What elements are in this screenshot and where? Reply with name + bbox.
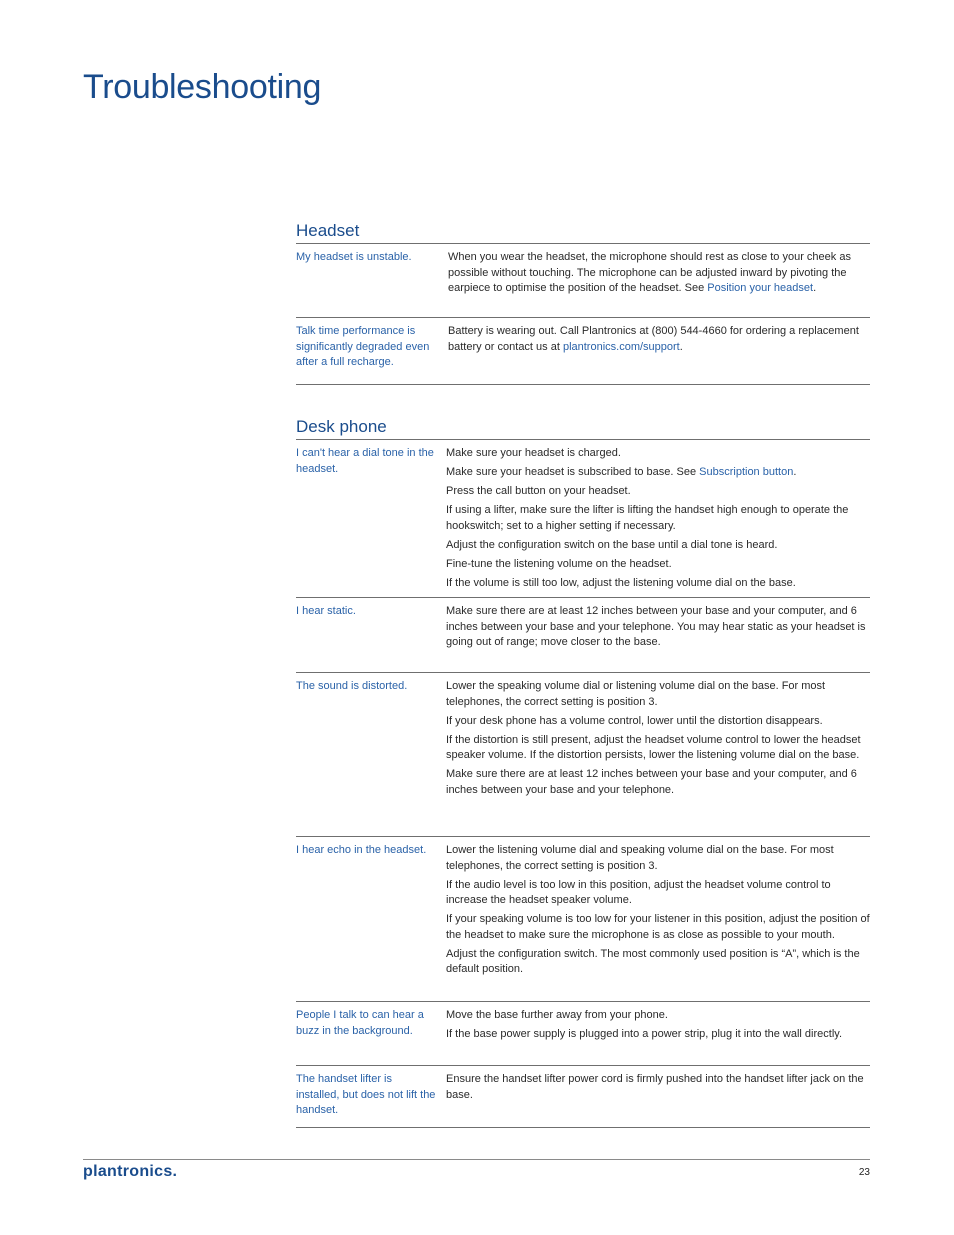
section-divider	[296, 384, 870, 385]
solution-punct: .	[813, 282, 817, 295]
page-number: 23	[858, 1167, 870, 1178]
problem-label: The handset lifter is installed, but does not lift the handset.	[296, 1073, 436, 1117]
subscription-button-link[interactable]: Subscription button	[699, 465, 794, 478]
solution-item: If the base power supply is plugged into a power strip, plug it into the wall directly.	[446, 1027, 843, 1040]
solution-item: If using a lifter, make sure the lifter is lifting the handset high enough to operate the hookswitch; set to a higher setting if necessary.	[446, 503, 849, 532]
solution-list	[446, 843, 870, 1001]
solution-item: Lower the listening volume dial and speaking volume dial on the base. For most telephones, the correct setting is position 3.	[446, 844, 834, 872]
solution-item: Adjust the configuration switch. The most commonly used position is “A”, which is the default position.	[446, 947, 860, 976]
solution-item: Move the base further away from your phone.	[446, 1009, 668, 1021]
table-row	[296, 836, 870, 1001]
solution-sentence: Battery is wearing out. Call Plantronics at (800) 544-4660 for ordering a replacement battery or contact us at	[448, 325, 859, 353]
footer-divider	[83, 1159, 870, 1160]
solution-list	[446, 679, 870, 836]
desk-phone-heading: Desk phone	[296, 417, 387, 436]
problem-label: I hear echo in the headset.	[296, 844, 427, 856]
solution-item: If your desk phone has a volume control, lower until the distortion disappears.	[446, 714, 823, 727]
solution-item: Make sure there are at least 12 inches between your base and your computer, and 6 inches between your base and your telephone. You may hear static as your headset is going out of range; move closer to the base.	[446, 605, 866, 649]
solution-item: Make sure your headset is charged.	[446, 447, 621, 459]
solution-item: Make sure there are at least 12 inches between your base and your computer, and 6 inches between your base and your telephone.	[446, 768, 857, 796]
table-row	[296, 244, 870, 317]
desk-phone-section	[296, 418, 870, 1128]
problem-label: My headset is unstable.	[296, 251, 412, 263]
table-row	[296, 1001, 870, 1065]
support-link[interactable]: plantronics.com/support	[562, 340, 680, 353]
solution-item	[446, 465, 870, 481]
table-row	[296, 597, 870, 672]
solution-item: Press the call button on your headset.	[446, 484, 631, 497]
solution-list	[446, 1072, 870, 1127]
solution-list	[446, 1008, 870, 1065]
solution-item: If the volume is still too low, adjust the listening volume dial on the base.	[446, 576, 796, 589]
solution-punct: .	[679, 340, 683, 353]
solution-item: If the audio level is too low in this position, adjust the headset volume control to increase the headset speaker volume.	[446, 878, 831, 907]
table-row	[296, 440, 870, 597]
problem-label: The sound is distorted.	[296, 680, 408, 692]
solution-item: If your speaking volume is too low for your listener in this position, adjust the position of the headset to make sure the microphone is as close as possible to your mouth.	[446, 913, 870, 941]
solution-item: Lower the speaking volume dial or listening volume dial on the base. For most telephones, the correct setting is position 3.	[446, 680, 826, 708]
problem-label: I hear static.	[296, 605, 356, 617]
solution-list	[446, 446, 870, 597]
section-divider	[296, 1127, 870, 1128]
problem-label: I can't hear a dial tone in the headset.	[296, 447, 434, 475]
solution-item: Fine-tune the listening volume on the headset.	[446, 557, 672, 570]
table-row	[296, 317, 870, 384]
solution-punct: .	[793, 465, 797, 478]
solution-item: Ensure the handset lifter power cord is firmly pushed into the handset lifter jack on the base.	[446, 1073, 864, 1101]
problem-label: People I talk to can hear a buzz in the background.	[296, 1009, 424, 1037]
solution-sentence: Make sure your headset is subscribed to base. See	[446, 465, 700, 478]
solution-text	[448, 324, 870, 384]
page-title: Troubleshooting	[83, 68, 322, 106]
solution-list	[446, 604, 870, 672]
table-row	[296, 672, 870, 836]
problem-label: Talk time performance is significantly degraded even after a full recharge.	[296, 325, 430, 369]
solution-sentence: When you wear the headset, the microphone should rest as close to your cheek as possible without touching. The microphone can be adjusted inward by pivoting the earpiece to optimise the position of the headset. See	[448, 251, 851, 295]
solution-text	[448, 250, 870, 317]
table-row	[296, 1065, 870, 1127]
headset-section	[296, 222, 870, 385]
position-headset-link[interactable]: Position your headset	[707, 282, 814, 295]
headset-heading: Headset	[296, 221, 360, 240]
solution-item: If the distortion is still present, adjust the headset volume control to lower the headset speaker volume. If the distortion persists, lower the listening volume dial on the base.	[446, 733, 861, 762]
plantronics-logo: plantronics.	[83, 1163, 178, 1180]
solution-item: Adjust the configuration switch on the base until a dial tone is heard.	[446, 538, 778, 551]
